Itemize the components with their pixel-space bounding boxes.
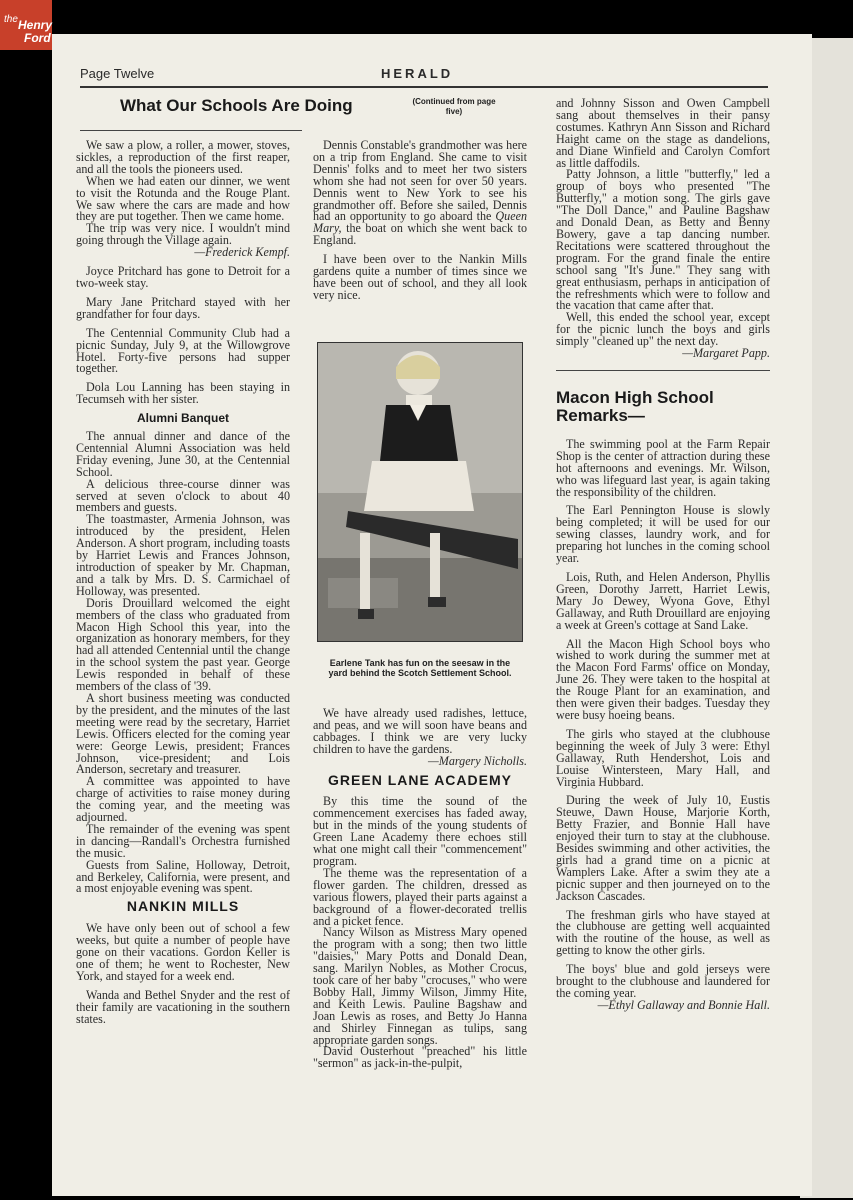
logo-the: the bbox=[4, 14, 18, 25]
paragraph: By this time the sound of the commencement exercises has faded away, but in the minds of the young students of Green Lane Academy there echoes still what one might call their "commencement" program. bbox=[313, 794, 527, 868]
paragraph: We have only been out of school a few weeks, but quite a number of people have gone on their vacations. Gordon Keller is one of them; he went to Rochester, New York, and stayed for a week end. bbox=[76, 921, 290, 983]
paragraph: Dola Lou Lanning has been staying in Tecumseh with her sister. bbox=[76, 380, 290, 407]
paragraph-text: Dennis Constable's grandmother was here on a trip from England. She came to visit Dennis' folks and to meet her two sisters whom she had not seen for over 50 years. Dennis went to New York to see his grandmother off. Before she sailed, Dennis had an opportunity to go aboard the bbox=[313, 138, 527, 224]
henry-ford-logo bbox=[0, 0, 52, 50]
signature: —Ethyl Gallaway and Bonnie Hall. bbox=[597, 997, 770, 1012]
paragraph: The freshman girls who have stayed at the clubhouse are getting well acquainted with the routine of the house, as well as getting to know the other girls. bbox=[556, 907, 770, 958]
paragraph: Guests from Saline, Holloway, Detroit, and Berkeley, California, were present, and a most enjoyable evening was spent. bbox=[76, 857, 290, 896]
paragraph: The annual dinner and dance of the Centennial Alumni Association was held Friday evening, June 30, at the Centennial School. bbox=[76, 429, 290, 479]
paragraph: A delicious three-course dinner was served at seven o'clock to about 40 members and guests. bbox=[76, 476, 290, 515]
paragraph: and Johnny Sisson and Owen Campbell sang about themselves in their pansy costumes. Kathryn Ann Sisson and Richard Haight came on the stage as dandelions, and Diane Winfield and Carolyn Comfort as little daffodils. bbox=[556, 96, 770, 170]
paragraph: We have already used radishes, lettuce, and peas, and we will soon have beans and cabbages. I think we are very lucky children to have the gardens. bbox=[313, 706, 527, 756]
column-2 bbox=[313, 140, 527, 309]
logo-henry: Henry bbox=[18, 18, 53, 32]
paragraph: Joyce Pritchard has gone to Detroit for a two-week stay. bbox=[76, 264, 290, 290]
paragraph: The Centennial Community Club had a picnic Sunday, July 9, at the Willowgrove Hotel. Forty-five persons had supper together. bbox=[76, 325, 290, 376]
paragraph: We saw a plow, a roller, a mower, stoves, sickles, a reproduction of the first reaper, and all the tools the pioneers used. bbox=[76, 138, 290, 176]
continued-note: (Continued from page five) bbox=[412, 97, 496, 116]
paragraph bbox=[313, 140, 527, 247]
paragraph: Wanda and Bethel Snyder and the rest of their family are vacationing in the southern states. bbox=[76, 987, 290, 1026]
paragraph: I have been over to the Nankin Mills gardens quite a number of times since we have been out of school, and they all look very nice. bbox=[313, 252, 527, 302]
paragraph: Doris Drouillard welcomed the eight members of the class who graduated from Macon High School this year, into the organization as honorary members, for they had all attended Centennial until the change in the school system the past year. George Lewis responded in behalf of these members of the class of '39. bbox=[76, 595, 290, 694]
paragraph: The toastmaster, Armenia Johnson, was introduced by the president, Helen Anderson. A short program, including toasts by Harriet Lewis and Frances Johnson, introduction of speaker by Mr. Chapman, and a talk by Mrs. D. S. Carmichael of Holloway, was presented. bbox=[76, 512, 290, 598]
seesaw-illustration bbox=[318, 343, 522, 641]
paragraph: The boys' blue and gold jerseys were brought to the clubhouse and laundered for the coming year. bbox=[556, 962, 770, 1000]
paragraph: Well, this ended the school year, except for the picnic lunch the boys and girls simply "cleaned up" the next day. bbox=[556, 310, 770, 349]
article-title: What Our Schools Are Doing bbox=[120, 96, 353, 115]
column-1 bbox=[76, 140, 290, 1033]
paragraph: The girls who stayed at the clubhouse beginning the week of July 3 were: Ethyl Gallaway, Ruth Hendershot, Lois and Louise Wintersteen, Mary Hall, and Virginia Hubbard. bbox=[556, 726, 770, 789]
publication-name: HERALD bbox=[381, 66, 454, 81]
paragraph: Lois, Ruth, and Helen Anderson, Phyllis Green, Dorothy Jarrett, Harriet Lewis, Mary Jo Dewey, Wyona Gove, Ethyl Gallaway, and Ruth Drouillard are enjoying a week at Green's cottage at Sand Lake. bbox=[556, 570, 770, 632]
subheading-alumni-banquet: Alumni Banquet bbox=[137, 411, 229, 426]
paragraph: When we had eaten our dinner, we went to visit the Rotunda and the Rouge Plant. We saw where the cars are made and how they are put together. Then we came home. bbox=[76, 173, 290, 224]
photo-caption: Earlene Tank has fun on the seesaw in the yard behind the Scotch Settlement School. bbox=[328, 658, 512, 678]
paragraph: David Ousterhout "preached" his little "sermon" as jack-in-the-pulpit, bbox=[313, 1044, 527, 1071]
ship-name: Queen Mary, bbox=[313, 209, 527, 236]
title-underline bbox=[80, 130, 302, 131]
paragraph: The Earl Pennington House is slowly being completed; it will be used for our sewing classes, laundry work, and for preparing hot lunches in the coming school year. bbox=[556, 503, 770, 566]
paragraph: Mary Jane Pritchard stayed with her grandfather for four days. bbox=[76, 294, 290, 321]
newspaper-page bbox=[52, 34, 812, 1196]
paragraph-text: the boat on which she went back to England. bbox=[313, 221, 527, 248]
signature: —Margaret Papp. bbox=[682, 346, 770, 361]
signature: —Margery Nicholls. bbox=[428, 753, 527, 768]
paragraph: The trip was very nice. I wouldn't mind going through the Village again. bbox=[76, 221, 290, 248]
paragraph: During the week of July 10, Eustis Steuwe, Dawn House, Marjorie Korth, Betty Frazier, and Bonnie Hall have enjoyed their turn to stay at the clubhouse. Besides swimming and other activities, the girls had a grand time on a picnic at Wamplers Lake. After a swim they ate a picnic supper and then journeyed on to the Jackson Cascades. bbox=[556, 793, 770, 903]
paragraph: A committee was appointed to have charge of activities to raise money during the coming year, and the meeting was adjourned. bbox=[76, 774, 290, 825]
paragraph: Nancy Wilson as Mistress Mary opened the program with a song; then two little "daisies," Mary Potts and Donald Dean, sang. Marilyn Nobles, as Mother Crocus, took care of her baby "crocuses," who were Bobby Hall, Jimmy Wilson, Jimmy Hite, and Keith Lewis. Pauline Bagshaw and Joan Lewis as roses, and Betty Jo Hanna and Shirley Finnegan as tulips, sang appropriate garden songs. bbox=[313, 925, 527, 1047]
heading-macon-high-school: Macon High School Remarks— bbox=[556, 387, 714, 425]
heading-nankin-mills: NANKIN MILLS bbox=[126, 898, 240, 915]
signature: —Frederick Kempf. bbox=[194, 245, 290, 260]
paragraph: The theme was the representation of a flower garden. The children, dressed as various flowers, played their parts against a background of a flower-decorated trellis and a picket fence. bbox=[313, 865, 527, 928]
paragraph: A short business meeting was conducted by the president, and the minutes of the last meeting were read by the secretary, Harriet Lewis. Officers elected for the coming year were: George Lewis, president; Frances Johnson, vice-president; and Lois Anderson, secretary and treasurer. bbox=[76, 690, 290, 777]
paragraph: The remainder of the evening was spent in dancing—Randall's Orchestra furnished the music. bbox=[76, 821, 290, 860]
paragraph: The swimming pool at the Farm Repair Shop is the center of attraction during these hot afternoons and evenings. Mr. Wilson, who was lifeguard last year, is again taking the responsibility of the children. bbox=[556, 436, 770, 499]
paragraph: Patty Johnson, a little "butterfly," led a group of boys who presented "The Butterfly," a motion song. The girls gave "The Doll Dance," and Pauline Bagshaw and Donald Dean, as Betty and Benny Bowery, gave a tap dancing number. Recitations were scattered throughout the program. For the grand finale the entire school sang "It's June." They sang with great enthusiasm, perhaps in anticipation of the refreshments which were to follow and the vacation that came after that. bbox=[556, 167, 770, 313]
heading-green-lane-academy: GREEN LANE ACADEMY bbox=[328, 771, 512, 788]
paragraph: All the Macon High School boys who wished to work during the summer met at the Macon Ford Farms' office on Monday, June 26. They were taken to the hospital at the Rouge Plant for an examination, and then were given their badges. Tuesday they were busy hoeing beans. bbox=[556, 636, 770, 722]
seesaw-photo bbox=[317, 342, 523, 642]
header-rule bbox=[80, 86, 768, 88]
logo-ford: Ford bbox=[24, 31, 51, 45]
column-2-lower bbox=[313, 708, 527, 1070]
section-divider bbox=[556, 370, 770, 371]
column-3 bbox=[556, 98, 770, 1019]
page-number-label: Page Twelve bbox=[80, 66, 155, 81]
